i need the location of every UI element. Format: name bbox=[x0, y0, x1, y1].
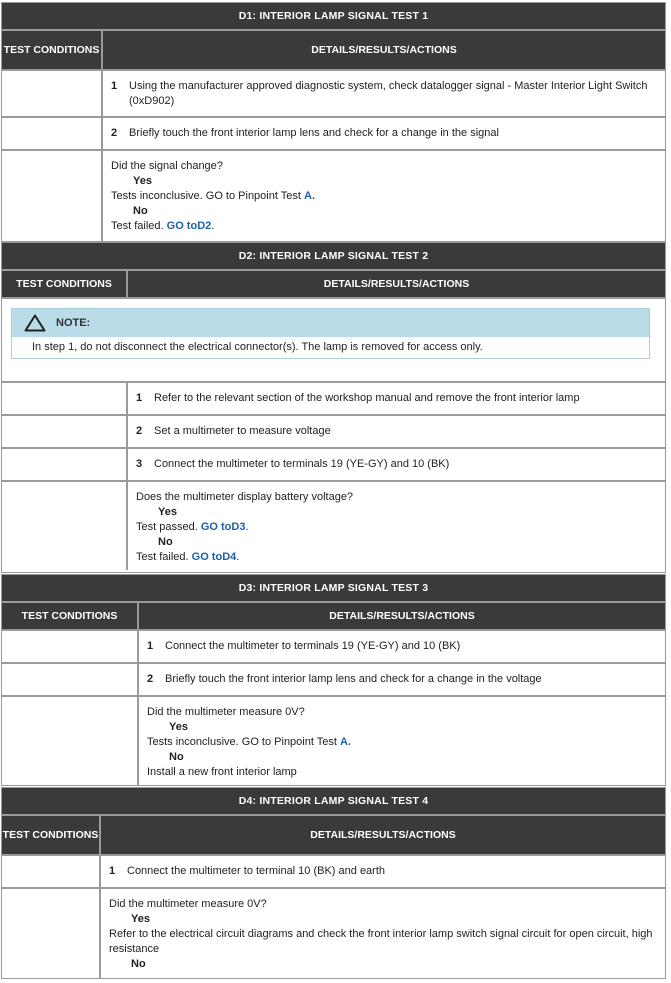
test-d2-title: D2: INTERIOR LAMP SIGNAL TEST 2 bbox=[2, 243, 665, 271]
step-text: Connect the multimeter to terminal 10 (BK) and earth bbox=[127, 865, 386, 877]
result-row bbox=[2, 889, 665, 979]
step-row bbox=[2, 71, 665, 118]
step-row bbox=[2, 856, 665, 889]
test-d1-title: D1: INTERIOR LAMP SIGNAL TEST 1 bbox=[2, 3, 665, 31]
result-row bbox=[2, 697, 665, 785]
punctuation: . bbox=[211, 220, 215, 232]
step-row bbox=[2, 118, 665, 151]
test-d4-title: D4: INTERIOR LAMP SIGNAL TEST 4 bbox=[2, 788, 665, 816]
details-header: DETAILS/RESULTS/ACTIONS bbox=[323, 278, 470, 290]
step-text: Using the manufacturer approved diagnostic system, check datalogger signal - Master Interior Light Switch (0xD902) bbox=[129, 79, 648, 107]
step-row bbox=[2, 449, 665, 482]
question-text: Does the multimeter display battery voltage? bbox=[136, 491, 354, 503]
step-number: 2 bbox=[111, 127, 118, 139]
step-number: 1 bbox=[109, 865, 116, 877]
yes-result: Refer to the electrical circuit diagrams and check the front interior lamp switch signal circuit for open circuit, high resistance bbox=[109, 928, 653, 955]
punctuation: . bbox=[236, 551, 240, 563]
warning-triangle-icon bbox=[24, 314, 46, 332]
step-row bbox=[2, 416, 665, 449]
yes-label: Yes bbox=[169, 721, 188, 733]
pinpoint-test-link[interactable]: A. bbox=[340, 736, 351, 748]
pinpoint-test-link[interactable]: A. bbox=[304, 190, 315, 202]
punctuation: . bbox=[245, 521, 249, 533]
test-d4 bbox=[1, 787, 666, 979]
result-row bbox=[2, 482, 665, 570]
go-to-d2-link[interactable]: GO toD2 bbox=[166, 220, 212, 232]
step-number: 1 bbox=[147, 640, 154, 652]
step-text: Set a multimeter to measure voltage bbox=[154, 425, 331, 437]
note-text: In step 1, do not disconnect the electrical connector(s). The lamp is removed for access only. bbox=[12, 337, 649, 358]
go-to-d3-link[interactable]: GO toD3 bbox=[200, 521, 246, 533]
table-header bbox=[2, 816, 665, 856]
test-conditions-header: TEST CONDITIONS bbox=[2, 603, 139, 629]
table-header bbox=[2, 31, 665, 71]
details-header: DETAILS/RESULTS/ACTIONS bbox=[329, 610, 475, 622]
test-d1 bbox=[1, 2, 666, 242]
step-text: Briefly touch the front interior lamp lens and check for a change in the signal bbox=[129, 127, 499, 139]
step-row bbox=[2, 383, 665, 416]
question-text: Did the multimeter measure 0V? bbox=[109, 898, 267, 910]
note-area bbox=[2, 299, 665, 383]
step-number: 2 bbox=[136, 425, 143, 437]
no-label: No bbox=[131, 958, 146, 970]
no-result: Install a new front interior lamp bbox=[147, 766, 297, 778]
step-text: Briefly touch the front interior lamp lens and check for a change in the voltage bbox=[165, 673, 542, 685]
yes-result: Test passed. bbox=[136, 521, 201, 533]
test-conditions-header: TEST CONDITIONS bbox=[2, 816, 101, 854]
details-header: DETAILS/RESULTS/ACTIONS bbox=[311, 44, 457, 56]
no-label: No bbox=[169, 751, 184, 763]
table-header bbox=[2, 603, 665, 631]
yes-result: Tests inconclusive. GO to Pinpoint Test bbox=[111, 190, 304, 202]
result-row bbox=[2, 151, 665, 241]
step-number: 1 bbox=[136, 392, 143, 404]
note-label: NOTE: bbox=[56, 317, 91, 329]
no-label: No bbox=[133, 205, 148, 217]
step-row bbox=[2, 664, 665, 697]
step-row bbox=[2, 631, 665, 664]
step-text: Refer to the relevant section of the workshop manual and remove the front interior lamp bbox=[154, 392, 580, 404]
yes-label: Yes bbox=[131, 913, 150, 925]
yes-result: Tests inconclusive. GO to Pinpoint Test bbox=[147, 736, 340, 748]
test-conditions-header: TEST CONDITIONS bbox=[2, 271, 128, 297]
step-number: 3 bbox=[136, 458, 143, 470]
step-number: 2 bbox=[147, 673, 154, 685]
no-label: No bbox=[158, 536, 173, 548]
yes-label: Yes bbox=[158, 506, 177, 518]
test-d3-title: D3: INTERIOR LAMP SIGNAL TEST 3 bbox=[2, 575, 665, 603]
yes-label: Yes bbox=[133, 175, 152, 187]
test-d2 bbox=[1, 242, 666, 573]
details-header: DETAILS/RESULTS/ACTIONS bbox=[310, 829, 456, 841]
step-text: Connect the multimeter to terminals 19 (YE-GY) and 10 (BK) bbox=[154, 458, 450, 470]
question-text: Did the signal change? bbox=[111, 160, 223, 172]
no-result: Test failed. bbox=[136, 551, 192, 563]
go-to-d4-link[interactable]: GO toD4 bbox=[191, 551, 237, 563]
test-conditions-header: TEST CONDITIONS bbox=[2, 31, 103, 69]
question-text: Did the multimeter measure 0V? bbox=[147, 706, 305, 718]
step-number: 1 bbox=[111, 79, 118, 92]
step-text: Connect the multimeter to terminals 19 (YE-GY) and 10 (BK) bbox=[165, 640, 461, 652]
no-result: Test failed. bbox=[111, 220, 167, 232]
test-d3 bbox=[1, 574, 666, 786]
table-header bbox=[2, 271, 665, 299]
note-box bbox=[11, 308, 650, 359]
